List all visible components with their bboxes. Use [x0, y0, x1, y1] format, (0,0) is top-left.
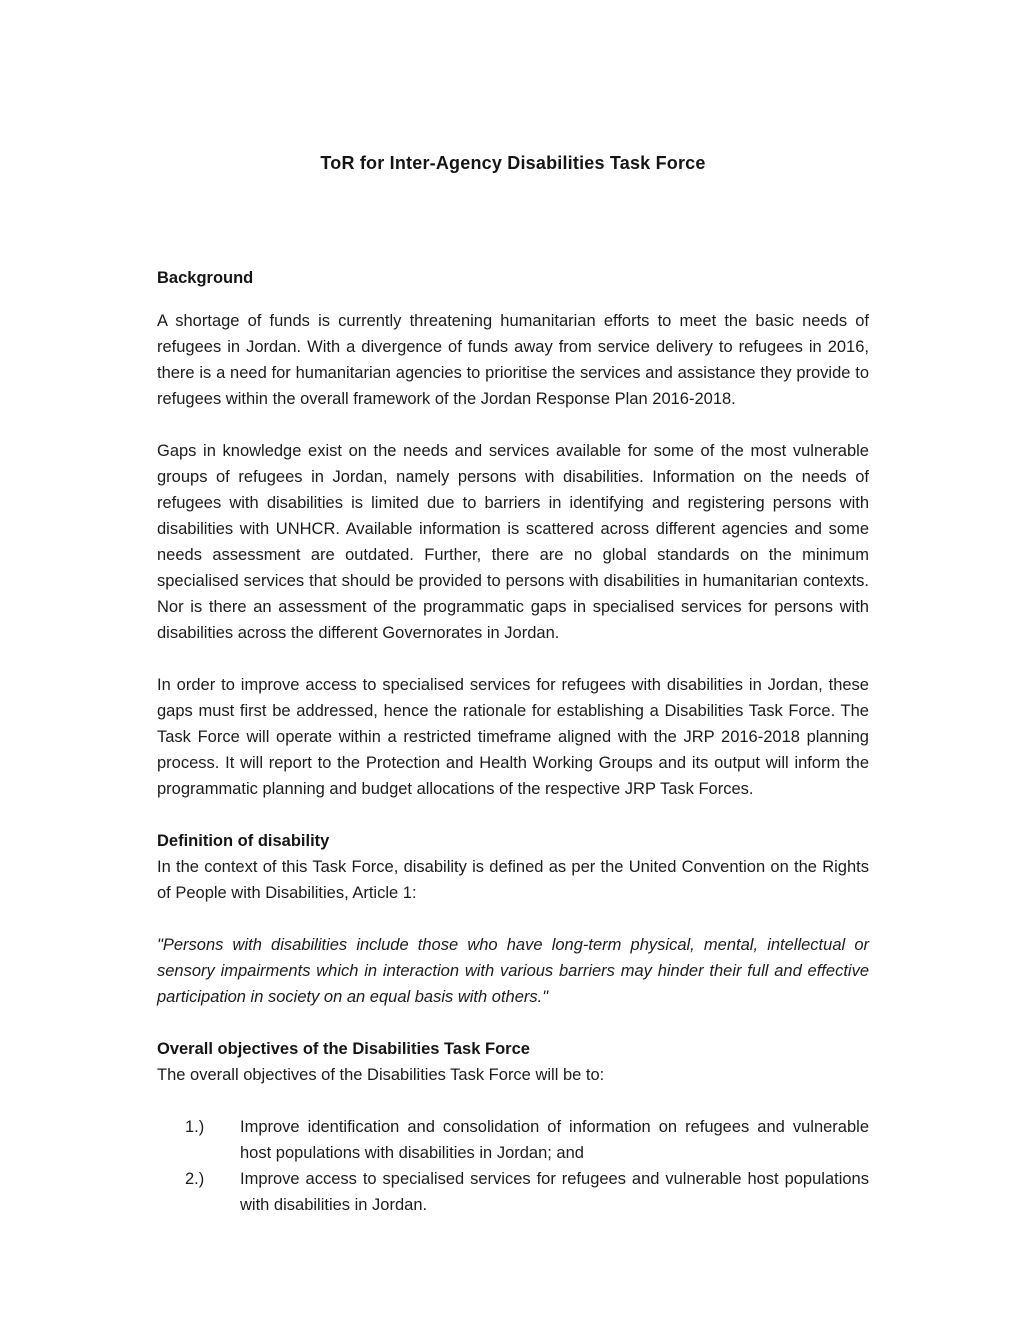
- list-item-text: Improve identification and consolidation of information on refugees and vulnerable host populations with disabilities in Jordan; and: [240, 1118, 869, 1162]
- definition-intro: In the context of this Task Force, disability is defined as per the United Convention on the Rights of People with Disabilities, Article 1:: [157, 858, 869, 902]
- objectives-intro: The overall objectives of the Disabilities Task Force will be to:: [157, 1066, 605, 1084]
- document-title: ToR for Inter-Agency Disabilities Task Force: [320, 153, 706, 173]
- list-item-number: 1.): [185, 1118, 205, 1136]
- definition-quote: "Persons with disabilities include those who have long-term physical, mental, intellectual or sensory impairments which in interaction with various barriers may hinder their full and effective participation in society on an equal basis with others.": [157, 936, 869, 1006]
- list-item: [157, 1166, 869, 1218]
- objectives-heading: Overall objectives of the Disabilities Task Force: [157, 1040, 530, 1058]
- background-paragraph-1: A shortage of funds is currently threatening humanitarian efforts to meet the basic needs of refugees in Jordan. With a divergence of funds away from service delivery to refugees in 2016, there is a need for humanitarian agencies to prioritise the services and assistance they provide to refugees within the overall framework of the Jordan Response Plan 2016-2018.: [157, 312, 869, 408]
- background-paragraph-2: Gaps in knowledge exist on the needs and services available for some of the most vulnerable groups of refugees in Jordan, namely persons with disabilities. Information on the needs of refugees with disabilities is limited due to barriers in identifying and registering persons with disabilities with UNHCR. Available information is scattered across different agencies and some needs assessment are outdated. Further, there are no global standards on the minimum specialised services that should be provided to persons with disabilities in humanitarian contexts. Nor is there an assessment of the programmatic gaps in specialised services for persons with disabilities across the different Governorates in Jordan.: [157, 442, 869, 642]
- list-item-number: 2.): [185, 1170, 205, 1188]
- list-item-text: Improve access to specialised services for refugees and vulnerable host populations with disabilities in Jordan.: [240, 1170, 869, 1214]
- list-item: [157, 1114, 869, 1166]
- definition-heading: Definition of disability: [157, 832, 330, 850]
- objectives-list: [157, 1114, 869, 1218]
- background-paragraph-3: In order to improve access to specialised services for refugees with disabilities in Jordan, these gaps must first be addressed, hence the rationale for establishing a Disabilities Task Force. The Task Force will operate within a restricted timeframe aligned with the JRP 2016-2018 planning process. It will report to the Protection and Health Working Groups and its output will inform the programmatic planning and budget allocations of the respective JRP Task Forces.: [157, 676, 869, 798]
- background-heading: Background: [157, 269, 254, 287]
- document-content: [157, 150, 869, 1218]
